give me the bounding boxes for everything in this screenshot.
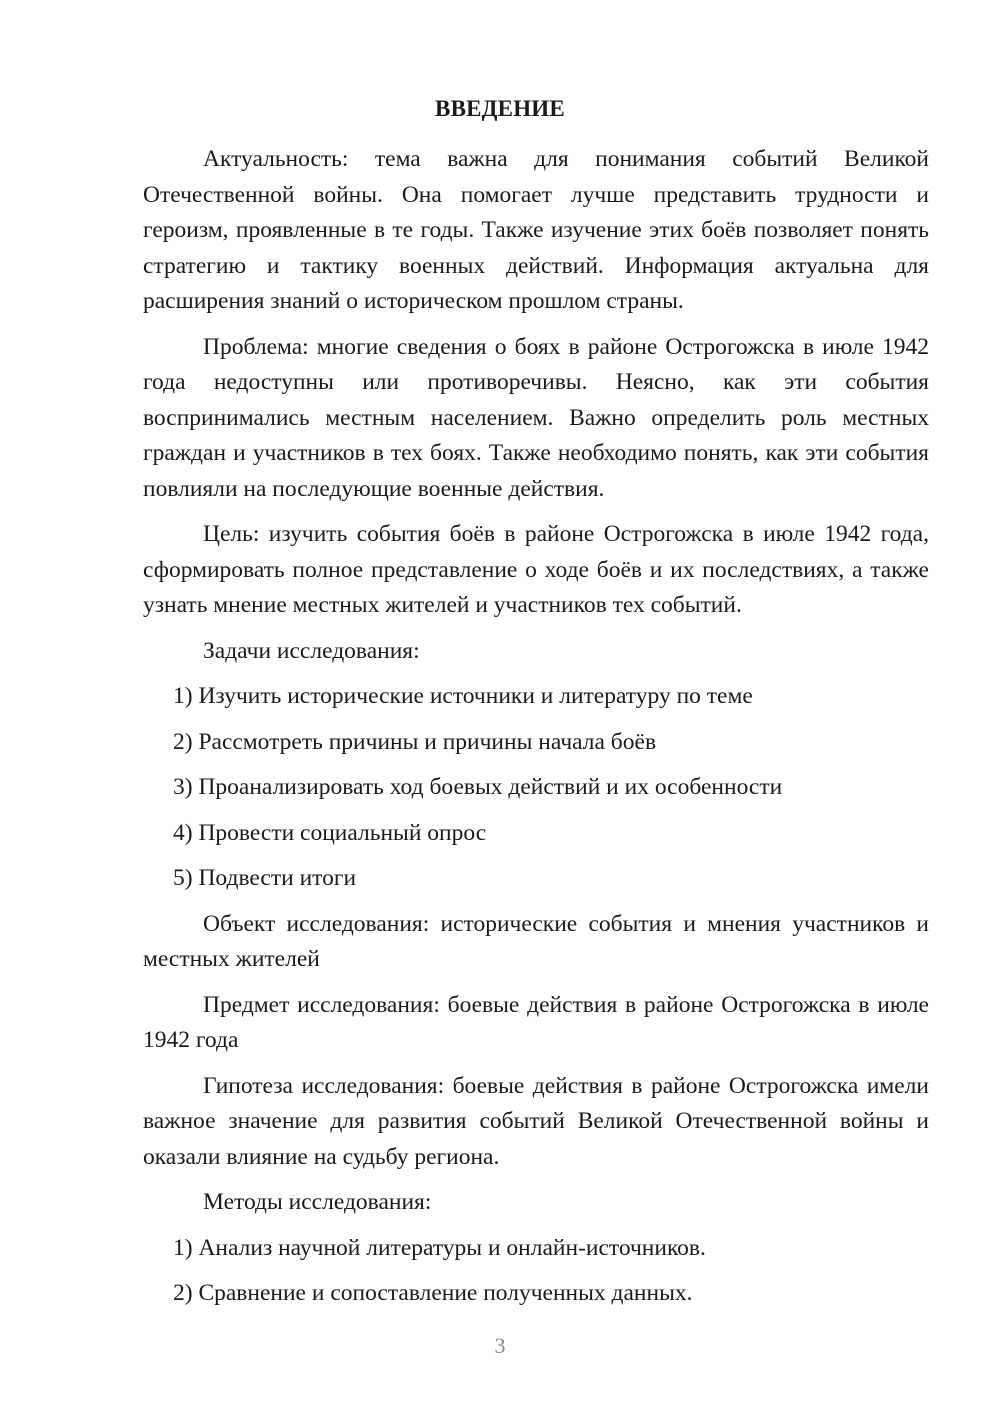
paragraph-hypothesis: Гипотеза исследования: боевые действия в районе Острогожска имели важное значение для развития событий Великой Отечественной войны и оказали влияние на судьбу региона.: [143, 1072, 929, 1170]
task-item-2: 2) Рассмотреть причины и причины начала боёв: [173, 728, 657, 755]
paragraph-problem: Проблема: многие сведения о боях в районе Острогожска в июле 1942 года недоступны или противоречивы. Неясно, как эти события воспринимались местным населением. Важно определить роль местных граждан и участников в тех боях. Также необходимо понять, как эти события повлияли на последующие военные действия.: [143, 333, 929, 502]
paragraph-tasks-label: Задачи исследования:: [203, 637, 420, 664]
page-number: 3: [494, 1333, 506, 1358]
task-item-1: 1) Изучить исторические источники и литературу по теме: [173, 683, 753, 709]
method-item-2: 2) Сравнение и сопоставление полученных данных.: [173, 1280, 693, 1306]
body-text: [143, 142, 929, 1312]
section-heading: ВВЕДЕНИЕ: [435, 96, 565, 121]
paragraph-relevance: Актуальность: тема важна для понимания событий Великой Отечественной войны. Она помогает лучше представить трудности и героизм, проявленные в те годы. Также изучение этих боёв позволяет понять стратегию и тактику военных действий. Информация актуальна для расширения знаний о историческом прошлом страны.: [143, 146, 929, 314]
paragraph-methods-label: Методы исследования:: [203, 1189, 432, 1215]
task-item-3: 3) Проанализировать ход боевых действий и их особенности: [173, 774, 783, 800]
paragraph-subject: Предмет исследования: боевые действия в районе Острогожска в июле 1942 года: [143, 991, 929, 1053]
task-item-4: 4) Провести социальный опрос: [173, 819, 487, 846]
method-item-1: 1) Анализ научной литературы и онлайн-источников.: [173, 1234, 706, 1261]
paragraph-object: Объект исследования: исторические события и мнения участников и местных жителей: [143, 910, 929, 972]
paragraph-goal: Цель: изучить события боёв в районе Острогожска в июле 1942 года, сформировать полное представление о ходе боёв и их последствиях, а также узнать мнение местных жителей и участников тех событий.: [143, 521, 929, 618]
task-item-5: 5) Подвести итоги: [173, 865, 357, 891]
